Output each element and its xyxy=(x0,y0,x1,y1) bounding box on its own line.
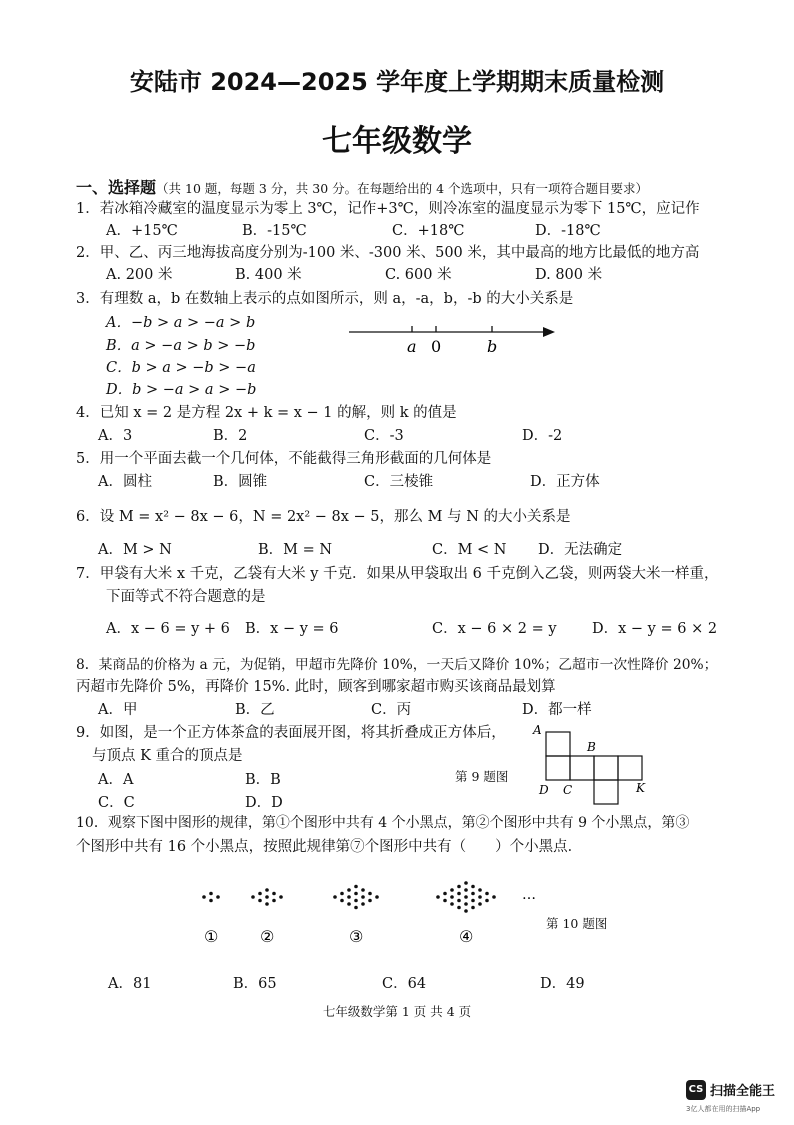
q1-stem: 1．若冰箱冷藏室的温度显示为零上 3℃，记作+3℃，则冷冻室的温度显示为零下 15℃，应记作 xyxy=(76,201,700,217)
q4-option-c: C．-3 xyxy=(364,428,404,444)
net-label-b: B xyxy=(587,740,596,754)
q5-option-d: D．正方体 xyxy=(530,474,600,490)
q10-option-b: B．65 xyxy=(233,976,277,992)
q8-option-b: B．乙 xyxy=(235,702,275,718)
net-face-5 xyxy=(618,756,642,780)
q7-option-d: D．x − y = 6 × 2 xyxy=(592,621,718,637)
q1-option-a: A．+15℃ xyxy=(106,223,178,239)
dot xyxy=(478,895,482,899)
net-face-2 xyxy=(546,756,570,780)
q7-stem-line2: 下面等式不符合题意的是 xyxy=(106,589,266,605)
dot-label-2: ② xyxy=(260,927,275,946)
q6-option-b: B．M = N xyxy=(258,542,333,558)
net-label-a: A xyxy=(533,723,542,737)
dot xyxy=(450,888,454,892)
q6-option-a: A．M > N xyxy=(98,542,172,558)
section-header xyxy=(76,175,648,198)
dot xyxy=(265,888,269,892)
net-face-3 xyxy=(570,756,594,780)
dot xyxy=(209,892,213,896)
dot xyxy=(340,899,344,903)
dot xyxy=(478,888,482,892)
dot xyxy=(443,892,447,896)
q5-option-b: B．圆锥 xyxy=(213,474,268,490)
dot xyxy=(354,899,358,903)
label-b: b xyxy=(487,337,498,356)
q10-option-d: D．49 xyxy=(540,976,585,992)
q9-stem-line2: 与顶点 K 重合的顶点是 xyxy=(92,748,243,764)
q7-option-b: B．x − y = 6 xyxy=(245,621,339,637)
dot xyxy=(258,899,262,903)
dot-pattern-figure xyxy=(185,865,565,947)
label-zero: 0 xyxy=(431,337,442,356)
dot xyxy=(361,902,365,906)
dot xyxy=(471,906,475,910)
subject-title: 七年级数学 xyxy=(322,124,472,159)
dot xyxy=(209,899,213,903)
dot-label-4: ④ xyxy=(459,927,474,946)
dot xyxy=(361,895,365,899)
q2-option-a: A. 200 米 xyxy=(106,267,173,283)
dot xyxy=(279,895,283,899)
q4-option-d: D．-2 xyxy=(522,428,563,444)
q8-option-d: D．都一样 xyxy=(522,702,592,718)
q10-stem-line2: 个图形中共有 16 个小黑点，按照此规律第⑦个图形中共有（ ）个小黑点． xyxy=(76,839,583,855)
q5-option-a: A．圆柱 xyxy=(98,474,152,490)
numberline-figure xyxy=(345,318,560,356)
q9-option-b: B．B xyxy=(245,772,281,788)
exam-title: 安陆市 2024—2025 学年度上学期期末质量检测 xyxy=(129,68,665,96)
dot xyxy=(436,895,440,899)
dot xyxy=(464,888,468,892)
dot xyxy=(492,895,496,899)
dot xyxy=(457,885,461,889)
q9-option-c: C．C xyxy=(98,795,135,811)
dot xyxy=(464,881,468,885)
watermark-subtitle: 3亿人都在用的扫描App xyxy=(686,1105,761,1113)
dot xyxy=(347,902,351,906)
label-a: a xyxy=(407,337,417,356)
q2-option-c: C. 600 米 xyxy=(385,267,452,283)
dot xyxy=(471,899,475,903)
q10-stem-line1: 10．观察下图中图形的规律，第①个图形中共有 4 个小黑点，第②个图形中共有 9 个小黑点，第③ xyxy=(76,815,690,831)
dot xyxy=(216,895,220,899)
q2-option-b: B. 400 米 xyxy=(235,267,302,283)
dot xyxy=(354,906,358,910)
cube-net-figure xyxy=(528,722,658,806)
dot xyxy=(265,902,269,906)
dot xyxy=(471,885,475,889)
dot-ellipsis: … xyxy=(522,887,536,903)
dot xyxy=(450,895,454,899)
dot xyxy=(251,895,255,899)
q4-option-a: A．3 xyxy=(98,428,133,444)
dot xyxy=(375,895,379,899)
dot xyxy=(347,888,351,892)
q4-stem: 4．已知 x = 2 是方程 2x + k = x − 1 的解，则 k 的值是 xyxy=(76,405,457,421)
q10-option-c: C．64 xyxy=(382,976,427,992)
dot xyxy=(333,895,337,899)
dot xyxy=(368,892,372,896)
dot xyxy=(340,892,344,896)
net-label-k: K xyxy=(636,781,645,795)
dot xyxy=(354,892,358,896)
dot xyxy=(464,895,468,899)
q2-option-d: D. 800 米 xyxy=(535,267,603,283)
arrow-right-icon xyxy=(543,327,555,337)
dot xyxy=(478,902,482,906)
page-footer: 七年级数学第 1 页 共 4 页 xyxy=(322,1004,472,1019)
q3-option-c: C．b > a > −b > −a xyxy=(106,360,256,376)
dot xyxy=(272,892,276,896)
q6-stem: 6．设 M = x² − 8x − 6，N = 2x² − 8x − 5，那么 M 与 N 的大小关系是 xyxy=(76,509,571,525)
watermark-name: 扫描全能王 xyxy=(710,1084,776,1099)
section-title: 一、选择题 xyxy=(76,178,157,197)
fig9-caption: 第 9 题图 xyxy=(455,769,509,784)
dot xyxy=(485,892,489,896)
dot xyxy=(450,902,454,906)
section-note: （共 10 题，每题 3 分，共 30 分。在每题给出的 4 个选项中，只有一项符合题目要求） xyxy=(156,181,649,196)
dot xyxy=(485,899,489,903)
q8-stem-line2: 丙超市先降价 5%，再降价 15%. 此时，顾客到哪家超市购买该商品最划算 xyxy=(76,679,556,695)
q4-option-b: B．2 xyxy=(213,428,248,444)
q9-option-a: A．A xyxy=(98,772,134,788)
q3-option-a: A．−b > a > −a > b xyxy=(106,315,256,331)
dot xyxy=(457,906,461,910)
dot xyxy=(368,899,372,903)
q7-stem-line1: 7．甲袋有大米 x 千克，乙袋有大米 y 千克．如果从甲袋取出 6 千克倒入乙袋，则两袋大米一样重， xyxy=(76,566,719,582)
dot xyxy=(354,885,358,889)
q2-stem: 2．甲、乙、丙三地海拔高度分别为-100 米、-300 米、500 米，其中最高的地方比最低的地方高 xyxy=(76,245,700,261)
dot xyxy=(361,888,365,892)
q9-option-d: D．D xyxy=(245,795,283,811)
dot xyxy=(202,895,206,899)
dot xyxy=(457,892,461,896)
dot-figure-3 xyxy=(333,885,379,910)
q6-option-d: D．无法确定 xyxy=(538,542,623,558)
net-face-1 xyxy=(546,732,570,756)
dot xyxy=(457,899,461,903)
dot-figure-2 xyxy=(251,888,283,906)
fig10-caption: 第 10 题图 xyxy=(546,916,608,931)
q3-option-d: D．b > −a > a > −b xyxy=(106,382,257,398)
q7-option-c: C．x − 6 × 2 = y xyxy=(432,621,557,637)
q5-option-c: C．三棱锥 xyxy=(364,474,434,490)
q8-option-c: C．丙 xyxy=(371,702,412,718)
dot-label-1: ① xyxy=(204,927,219,946)
q8-stem-line1: 8．某商品的价格为 a 元，为促销，甲超市先降价 10%，一天后又降价 10%；乙超市一次性降价 20%； xyxy=(76,657,718,673)
q10-option-a: A．81 xyxy=(108,976,152,992)
q1-option-d: D．-18℃ xyxy=(535,223,601,239)
dot xyxy=(464,902,468,906)
dot xyxy=(347,895,351,899)
net-face-4 xyxy=(594,756,618,780)
q3-option-b: B．a > −a > b > −b xyxy=(106,338,256,354)
dot-figure-4 xyxy=(436,881,496,913)
q3-stem: 3．有理数 a，b 在数轴上表示的点如图所示，则 a，-a，b，-b 的大小关系是 xyxy=(76,291,574,307)
net-face-6 xyxy=(594,780,618,804)
q9-stem-line1: 9．如图，是一个正方体茶盒的表面展开图，将其折叠成正方体后， xyxy=(76,725,506,741)
dot xyxy=(258,892,262,896)
dot-label-3: ③ xyxy=(349,927,364,946)
dot-figure-1 xyxy=(202,892,220,903)
dot xyxy=(471,892,475,896)
camscanner-logo-icon: CS xyxy=(686,1080,706,1100)
q6-option-c: C．M < N xyxy=(432,542,507,558)
net-label-d: D xyxy=(539,783,549,797)
dot xyxy=(265,895,269,899)
q1-option-b: B．-15℃ xyxy=(242,223,307,239)
net-label-c: C xyxy=(563,783,573,797)
dot xyxy=(464,909,468,913)
q8-option-a: A．甲 xyxy=(98,702,138,718)
q1-option-c: C．+18℃ xyxy=(392,223,465,239)
dot xyxy=(443,899,447,903)
q7-option-a: A．x − 6 = y + 6 xyxy=(106,621,230,637)
dot xyxy=(272,899,276,903)
q5-stem: 5．用一个平面去截一个几何体，不能截得三角形截面的几何体是 xyxy=(76,451,492,467)
